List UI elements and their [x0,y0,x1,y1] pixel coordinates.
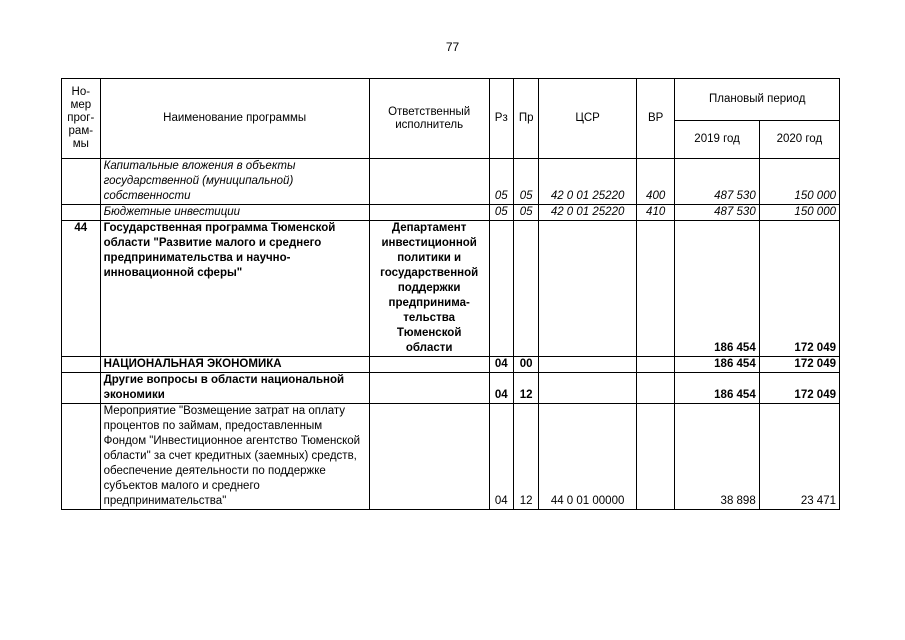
cell-vr: 410 [636,205,675,221]
cell-name: НАЦИОНАЛЬНАЯ ЭКОНОМИКА [100,357,369,373]
cell-2019: 186 454 [675,373,759,404]
cell-2020: 23 471 [759,404,839,510]
cell-2019: 38 898 [675,404,759,510]
cell-name: Мероприятие "Возмещение затрат на оплату процентов по займам, предоставленным Фондом "Инвестиционное агентство Тюменской области" за счет кредитных (заемных) средств, обеспечение деятельности по поддержке субъектов малого и среднего предпринимательства" [100,404,369,510]
header-planned-period: Плановый период [675,79,840,121]
cell-2020: 150 000 [759,159,839,205]
cell-name: Капитальные вложения в объекты государственной (муниципальной) собственности [100,159,369,205]
cell-exec [369,404,489,510]
cell-exec [369,357,489,373]
cell-vr: 400 [636,159,675,205]
cell-2019: 186 454 [675,221,759,357]
cell-2019: 186 454 [675,357,759,373]
cell-vr [636,404,675,510]
cell-exec [369,159,489,205]
cell-2020: 150 000 [759,205,839,221]
cell-2020: 172 049 [759,221,839,357]
header-program-number: Но- мер прог- рам- мы [62,79,101,159]
cell-num [62,373,101,404]
cell-pr: 05 [513,159,538,205]
cell-csr [539,221,637,357]
cell-rz: 04 [489,357,513,373]
cell-rz [489,221,513,357]
header-year-2020: 2020 год [759,121,839,159]
cell-num [62,159,101,205]
cell-vr [636,357,675,373]
cell-pr: 05 [513,205,538,221]
header-executor: Ответственный исполнитель [369,79,489,159]
cell-pr: 00 [513,357,538,373]
header-year-2019: 2019 год [675,121,759,159]
table-row [62,221,840,357]
cell-2019: 487 530 [675,159,759,205]
header-pr: Пр [513,79,538,159]
cell-exec: Департамент инвестиционной политики и государственной поддержки предпринима-тельства Тюменской области [369,221,489,357]
cell-csr: 44 0 01 00000 [539,404,637,510]
cell-csr: 42 0 01 25220 [539,159,637,205]
cell-pr: 12 [513,373,538,404]
page-number: 77 [445,40,460,54]
cell-vr [636,221,675,357]
cell-csr: 42 0 01 25220 [539,205,637,221]
table-row [62,357,840,373]
cell-exec [369,205,489,221]
cell-2020: 172 049 [759,357,839,373]
header-csr: ЦСР [539,79,637,159]
cell-name: Другие вопросы в области национальной экономики [100,373,369,404]
table-row [62,373,840,404]
cell-name: Бюджетные инвестиции [100,205,369,221]
cell-pr [513,221,538,357]
cell-num [62,404,101,510]
cell-rz: 05 [489,205,513,221]
table-row [62,404,840,510]
cell-vr [636,373,675,404]
cell-csr [539,373,637,404]
table-row [62,159,840,205]
cell-exec [369,373,489,404]
cell-csr [539,357,637,373]
cell-num: 44 [62,221,101,357]
cell-pr: 12 [513,404,538,510]
cell-rz: 04 [489,373,513,404]
cell-rz: 05 [489,159,513,205]
cell-num [62,357,101,373]
cell-rz: 04 [489,404,513,510]
cell-num [62,205,101,221]
cell-name: Государственная программа Тюменской области "Развитие малого и среднего предпринимательства и научно-инновационной сферы" [100,221,369,357]
header-rz: Рз [489,79,513,159]
cell-2020: 172 049 [759,373,839,404]
table-row [62,205,840,221]
header-program-name: Наименование программы [100,79,369,159]
header-vr: ВР [636,79,675,159]
program-table [61,78,840,510]
cell-2019: 487 530 [675,205,759,221]
